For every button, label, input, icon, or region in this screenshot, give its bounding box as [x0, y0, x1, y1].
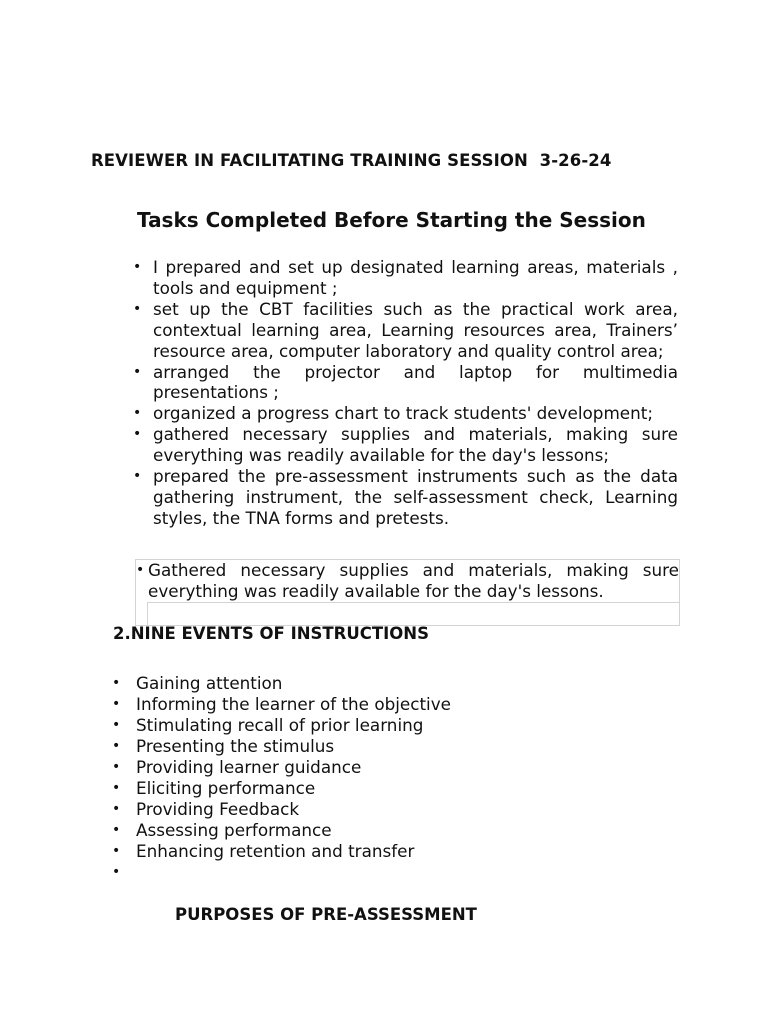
- event-item: [112, 799, 612, 820]
- event-text: Assessing performance: [136, 820, 332, 840]
- event-item: [112, 778, 612, 799]
- event-text: Eliciting performance: [136, 778, 316, 798]
- task-text: organized a progress chart to track students' development;: [153, 403, 653, 424]
- bullet-icon: •: [112, 780, 121, 796]
- bullet-icon: •: [136, 562, 145, 578]
- bullet-icon: •: [112, 696, 121, 712]
- boxed-row: [136, 560, 679, 602]
- bullet-icon: •: [133, 426, 142, 443]
- event-text: Presenting the stimulus: [136, 736, 335, 756]
- document-title: REVIEWER IN FACILITATING TRAINING SESSION 3-26-24: [91, 151, 612, 170]
- task-item: [133, 362, 678, 404]
- boxed-table: [135, 559, 680, 626]
- event-text: Enhancing retention and transfer: [136, 841, 415, 861]
- event-item: [112, 715, 612, 736]
- task-item: [133, 466, 678, 529]
- task-text: prepared the pre-assessment instruments such as the data gathering instrument, the self-assessment check, Learning styles, the TNA forms and pretests.: [153, 466, 678, 528]
- task-text: arranged the projector and laptop for multimedia presentations ;: [153, 361, 678, 403]
- empty-table-row: [147, 602, 679, 625]
- bullet-icon: •: [133, 259, 142, 275]
- task-text: set up the CBT facilities such as the practical work area, contextual learning area, Learning resources area, Trainers’ resource area, computer laboratory and quality control area;: [153, 298, 678, 361]
- section-heading-tasks: Tasks Completed Before Starting the Session: [137, 208, 646, 232]
- bullet-icon: •: [112, 801, 121, 817]
- event-item: [112, 694, 612, 715]
- task-item: [133, 424, 678, 466]
- bullet-icon: •: [112, 822, 121, 838]
- boxed-item-text: Gathered necessary supplies and materials, making sure everything was readily available for the day's lessons.: [148, 560, 679, 601]
- task-list: [133, 257, 678, 529]
- event-item: [112, 673, 612, 694]
- task-item: [133, 257, 678, 299]
- bullet-icon: •: [112, 759, 121, 775]
- event-item: [112, 736, 612, 757]
- task-item: [133, 299, 678, 362]
- bullet-icon: •: [133, 363, 142, 380]
- event-text: Providing learner guidance: [136, 757, 362, 777]
- nine-events-heading: 2.NINE EVENTS OF INSTRUCTIONS: [113, 624, 429, 643]
- task-text: gathered necessary supplies and materials, making sure everything was readily available for the day's lessons;: [153, 424, 678, 466]
- bullet-icon: •: [112, 864, 121, 880]
- purposes-heading: PURPOSES OF PRE-ASSESSMENT: [175, 905, 477, 924]
- nine-events-list: [112, 673, 612, 883]
- bullet-icon: •: [133, 300, 142, 317]
- task-item: [133, 403, 678, 424]
- task-text: I prepared and set up designated learning areas, materials , tools and equipment ;: [153, 257, 678, 298]
- bullet-icon: •: [112, 738, 121, 754]
- event-item: [112, 757, 612, 778]
- event-item: [112, 862, 612, 883]
- bullet-icon: •: [112, 843, 121, 859]
- event-item: [112, 820, 612, 841]
- bullet-icon: •: [133, 468, 142, 485]
- event-text: Stimulating recall of prior learning: [136, 715, 424, 735]
- bullet-icon: •: [112, 675, 121, 691]
- event-text: Informing the learner of the objective: [136, 694, 451, 714]
- bullet-icon: •: [133, 405, 142, 422]
- bullet-icon: •: [112, 717, 121, 733]
- event-text: Providing Feedback: [136, 799, 300, 819]
- event-item: [112, 841, 612, 862]
- event-text: Gaining attention: [136, 673, 283, 693]
